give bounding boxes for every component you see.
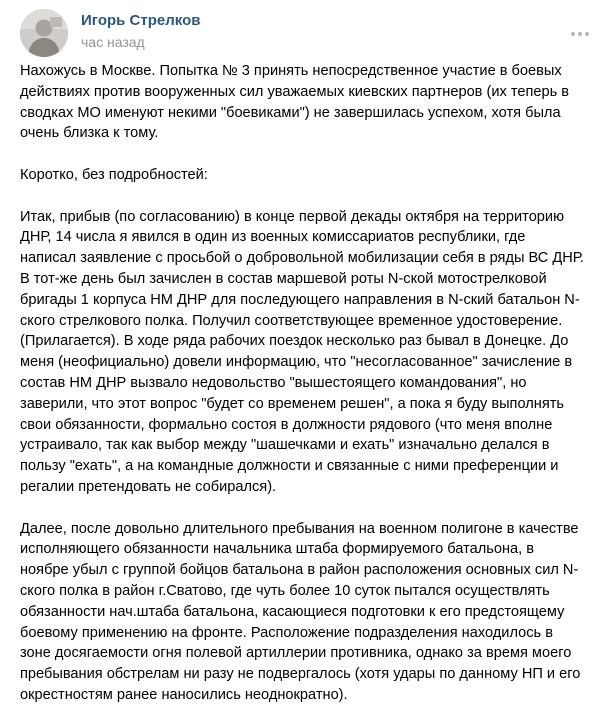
more-dot bbox=[578, 32, 582, 36]
author-name[interactable]: Игорь Стрелков bbox=[81, 12, 201, 29]
avatar-image bbox=[20, 9, 68, 57]
post-paragraph: Коротко, без подробностей: bbox=[20, 166, 208, 183]
more-dot bbox=[571, 32, 575, 36]
avatar[interactable] bbox=[20, 9, 68, 57]
post-paragraph: Нахожусь в Москве. Попытка № 3 принять непосредственное участие в боевых действиях против вооруженных сил уважаемых киевских партнеров (их теперь в сводках МО именуют некими "боевиками") не завершилась успехом, хотя была очень близка к тому. bbox=[20, 63, 570, 142]
post-time[interactable]: час назад bbox=[81, 34, 145, 50]
post-paragraph: Итак, прибыв (по согласованию) в конце первой декады октября на территорию ДНР, 14 числа я явился в один из военных комиссариатов республики, где написал заявление с просьбой о добровольной мобилизации себя в ряды ВС ДНР. В тот-же день был зачислен в состав маршевой роты N-ской мотострелковой бригады 1 корпуса НМ ДНР для последующего направления в N-ский батальон N- ского стрелкового полка. Получил соответствующее временное удостоверение. (Прилагается). В ходе ряда рабочих поездок несколько раз бывал в Донецке. До меня (неофициально) довели информацию, что "несогласованное" зачисление в состав НМ ДНР вызвало недовольство "вышестоящего командования", но заверили, что этот вопрос "будет со временем решен", а пока я буду выполнять свои обязанности, формально состоя в должности рядового (что меня вполне устраивало, так как выбор между "шашечками и ехать" изначально делался в пользу "ехать", а на командные должности и связанные с ними преференции и регалии претендовать не собирался). bbox=[20, 208, 584, 495]
more-horizontal-icon[interactable] bbox=[566, 20, 594, 48]
post-text bbox=[20, 61, 595, 723]
more-dot bbox=[585, 32, 589, 36]
post-header bbox=[0, 0, 607, 64]
post-paragraph: Далее, после довольно длительного пребывания на военном полигоне в качестве исполняющего обязанности начальника штаба формируемого батальона, в ноябре убыл с группой бойцов батальона в район расположения основных сил N- ского полка в район г.Сватово, где чуть более 10 суток пытался осуществлять обязанности нач.штаба батальона, касающиеся подготовки к его предстоящему боевому применению на фронте. Расположение подразделения находилось в зоне досягаемости огня полевой артиллерии противника, однако за время моего пребывания обстрелам ни разу не подвергалось (хотя удары по данному НП и его окрестностям ранее наносились неоднократно). bbox=[20, 520, 581, 703]
